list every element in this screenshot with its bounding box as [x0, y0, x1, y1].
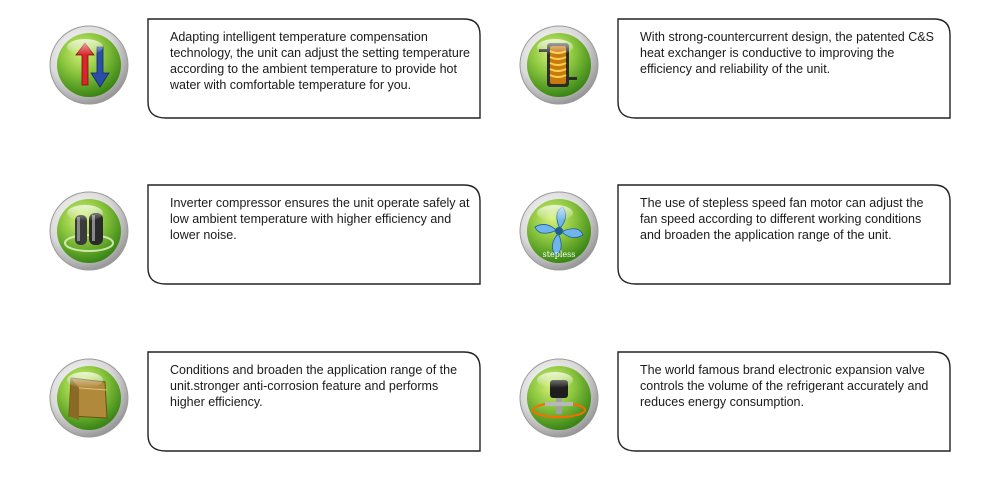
- feature-description-bubble: [616, 17, 952, 120]
- anti-corrosion-fin-icon: [49, 358, 129, 438]
- stepless-icon-label: stepless: [542, 250, 576, 259]
- feature-description-bubble: [616, 183, 952, 286]
- inverter-compressor-icon: [49, 191, 129, 271]
- feature-description-bubble: [146, 183, 482, 286]
- temperature-arrows-icon: [49, 25, 129, 105]
- feature-description: The use of stepless speed fan motor can adjust the fan speed according to different working conditions and broaden the application range of the unit.: [640, 196, 924, 242]
- feature-description: Conditions and broaden the application range of the unit.stronger anti-corrosion feature and performs higher efficiency.: [170, 363, 458, 409]
- feature-description: With strong-countercurrent design, the patented C&S heat exchanger is conductive to improving the efficiency and reliability of the unit.: [640, 30, 934, 76]
- heat-exchanger-icon: [519, 25, 599, 105]
- expansion-valve-icon: [519, 358, 599, 438]
- feature-description: Inverter compressor ensures the unit operate safely at low ambient temperature with higher efficiency and lower noise.: [170, 196, 470, 242]
- feature-description: The world famous brand electronic expansion valve controls the volume of the refrigerant accurately and reduces energy consumption.: [640, 363, 929, 409]
- stepless-fan-icon: [519, 191, 599, 271]
- feature-description-bubble: [146, 17, 482, 120]
- feature-description-bubble: [616, 350, 952, 453]
- feature-description: Adapting intelligent temperature compensation technology, the unit can adjust the setting temperature according to the ambient temperature to provide hot water with comfortable temperature for you.: [170, 30, 470, 92]
- feature-description-bubble: [146, 350, 482, 453]
